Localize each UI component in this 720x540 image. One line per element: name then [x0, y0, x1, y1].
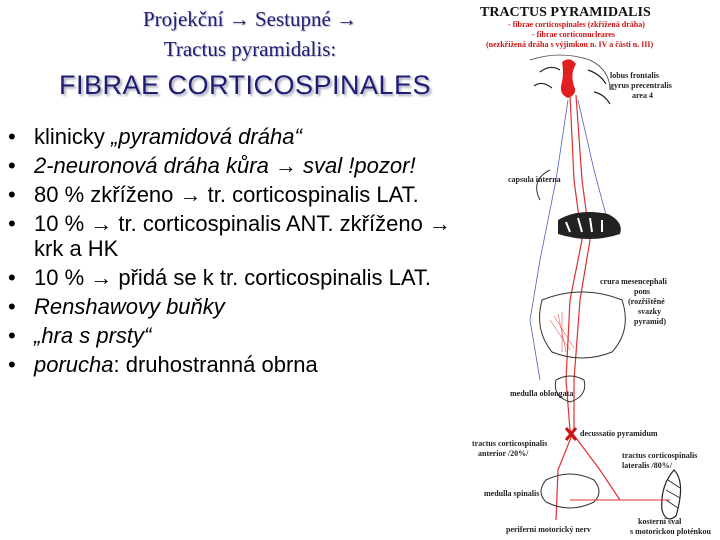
bullet-text: 10 % → přidá se k tr. corticospinalis LAT. — [34, 265, 431, 290]
label-pons: pons — [634, 287, 651, 296]
label-tr-ant-1: tractus corticospinalis — [472, 439, 548, 448]
title-line-1: Projekční → Sestupné → — [142, 7, 358, 31]
label-medulla-oblongata: medulla oblongata — [510, 389, 574, 398]
bullet-text: 10 % → tr. corticospinalis ANT. zkříženo → krk a HK — [34, 211, 451, 261]
label-tr-lat-2: lateralis /80%/ — [622, 461, 672, 470]
label-medulla-spinalis: medulla spinalis — [484, 489, 540, 498]
bullet-text: 2-neuronová dráha kůra → sval — [34, 153, 349, 178]
diagram-title: TRACTUS PYRAMIDALIS — [480, 5, 651, 20]
diagram-sub-2: - fibrae corticonucleares — [532, 30, 615, 39]
label-pons-4: pyramid) — [634, 317, 666, 326]
label-lobus: lobus frontalis — [610, 71, 659, 80]
pons-shape — [540, 292, 626, 358]
bullet-item — [6, 323, 486, 348]
label-kosterni-2: s motorickou ploténkou — [630, 527, 711, 536]
title-line-2: Tractus pyramidalis: — [163, 37, 337, 61]
slide-title: FIBRAE CORTICOSPINALES — [58, 70, 432, 100]
label-tr-ant-2: anterior /20%/ — [478, 449, 529, 458]
bullet-dot: • — [8, 265, 16, 290]
bullet-item — [6, 153, 486, 178]
label-pons-2: (rozříštěné — [628, 297, 665, 306]
bullet-item — [6, 265, 486, 290]
spinal-cord-shape — [541, 474, 599, 508]
bullet-item — [6, 124, 486, 149]
label-pons-3: svazky — [638, 307, 662, 316]
label-gyrus: gyrus precentralis — [610, 81, 672, 90]
bullet-text: : druhostranná obrna — [113, 352, 318, 377]
bullet-dot: • — [8, 352, 16, 377]
muscle-shape — [662, 470, 681, 519]
bullet-dot: • — [8, 124, 16, 149]
bullet-item — [6, 182, 486, 207]
pons-fibers — [550, 312, 574, 352]
bullet-dot: • — [8, 153, 16, 178]
bullet-text: „hra s prsty“ — [34, 323, 152, 348]
bullet-text: porucha — [34, 352, 114, 377]
tract-lines — [556, 95, 620, 520]
label-decussatio: decussatio pyramidum — [580, 429, 658, 438]
slide-subtitle — [60, 4, 440, 64]
bullet-dot: • — [8, 294, 16, 319]
bullet-dot: • — [8, 323, 16, 348]
bullet-text: „pyramidová dráha“ — [111, 124, 302, 149]
bullet-text: 80 % zkříženo → tr. corticospinalis LAT. — [34, 182, 419, 207]
bullet-item — [6, 294, 486, 319]
bullet-text: !pozor! — [348, 153, 416, 178]
bullet-text: Renshawovy buňky — [34, 294, 225, 319]
bullet-item — [6, 352, 486, 377]
label-tr-lat-1: tractus corticospinalis — [622, 451, 698, 460]
tract-blue-lines — [530, 100, 610, 380]
bullet-text: klinicky — [34, 124, 112, 149]
label-periferni: periferní motorický nerv — [506, 525, 591, 534]
pyramidal-tract-diagram — [470, 0, 720, 540]
mesencephalon-shape — [558, 212, 621, 239]
label-kosterni-1: kosterní sval — [638, 517, 682, 526]
diagram-sub-3: (nezkřížená dráha s výjimkou n. IV a části n. III) — [486, 40, 654, 49]
label-crura: crura mesencephali — [600, 277, 667, 286]
label-area: area 4 — [632, 91, 653, 100]
bullet-list — [6, 124, 486, 381]
bullet-item — [6, 211, 486, 261]
label-capsula: capsula interna — [508, 175, 561, 184]
bullet-dot: • — [8, 211, 16, 236]
diagram-sub-1: - fibrae corticospinales (zkřížená dráha) — [508, 20, 645, 29]
bullet-dot: • — [8, 182, 16, 207]
